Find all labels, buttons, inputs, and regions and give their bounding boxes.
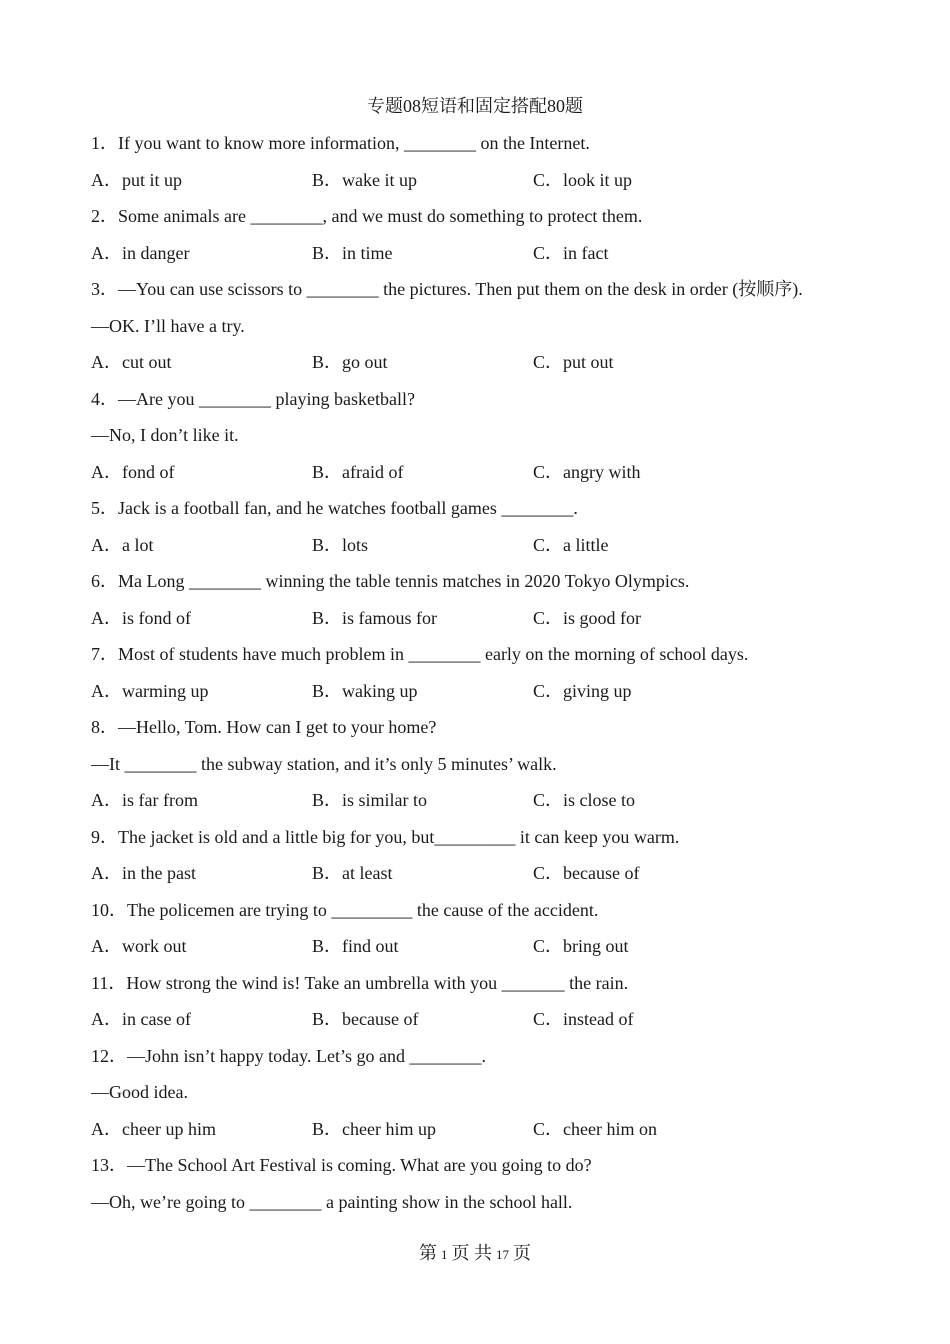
answer-option: B．waking up (312, 680, 418, 701)
answer-option: B．in time (312, 242, 393, 263)
answer-option: A．a lot (91, 534, 154, 555)
answer-option: B．because of (312, 1009, 419, 1029)
answer-option: A．in case of (91, 1009, 191, 1029)
dialogue-line: —No, I don’t like it. (91, 425, 239, 445)
question-text: 12．—John isn’t happy today. Let’s go and ________. (91, 1045, 486, 1066)
answer-option: B．cheer him up (312, 1118, 436, 1139)
answer-option: B．afraid of (312, 461, 404, 482)
answer-option: A．work out (91, 936, 187, 956)
dialogue-line: —It ________ the subway station, and it’s only 5 minutes’ walk. (91, 753, 557, 774)
dialogue-line: —Oh, we’re going to ________ a painting show in the school hall. (91, 1191, 573, 1212)
answer-option: B．find out (312, 936, 399, 956)
page-number: 1 (441, 1247, 448, 1262)
footer-suffix: 页 (513, 1243, 531, 1263)
question-text: 6．Ma Long ________ winning the table tennis matches in 2020 Tokyo Olympics. (91, 571, 690, 591)
answer-option: A．put it up (91, 169, 183, 190)
answer-option: B．lots (312, 534, 369, 555)
answer-option: C．because of (533, 863, 640, 883)
footer-prefix: 第 (419, 1243, 437, 1263)
page-title: 专题08短语和固定搭配80题 (367, 96, 583, 116)
answer-option: B．is famous for (312, 607, 437, 628)
question-text: 11．How strong the wind is! Take an umbrella with you _______ the rain. (91, 972, 629, 993)
answer-option: C．instead of (533, 1009, 634, 1029)
answer-option: A．cut out (91, 352, 172, 372)
question-text: 10．The policemen are trying to _________ the cause of the accident. (91, 899, 599, 920)
total-pages: 17 (496, 1247, 509, 1262)
footer-middle: 页 共 (451, 1243, 492, 1263)
answer-option: C．cheer him on (533, 1118, 657, 1139)
answer-option: B．go out (312, 352, 388, 372)
answer-option: B．is similar to (312, 790, 428, 810)
answer-option: B．at least (312, 863, 393, 883)
dialogue-line: —Good idea. (91, 1082, 188, 1102)
answer-option: C．is good for (533, 607, 641, 628)
answer-option: C．giving up (533, 680, 632, 701)
answer-option: C．a little (533, 534, 609, 555)
answer-option: A．cheer up him (91, 1118, 216, 1139)
answer-option: A．in danger (91, 242, 190, 263)
question-text: 9．The jacket is old and a little big for you, but_________ it can keep you warm. (91, 826, 680, 847)
question-text: 1．If you want to know more information, ________ on the Internet. (91, 133, 590, 153)
answer-option: C．bring out (533, 936, 629, 956)
answer-option: C．is close to (533, 790, 635, 810)
answer-option: A．is fond of (91, 607, 191, 628)
question-text: 8．—Hello, Tom. How can I get to your home? (91, 717, 437, 737)
answer-option: A．in the past (91, 863, 196, 883)
answer-option: C．put out (533, 352, 614, 372)
question-text: 5．Jack is a football fan, and he watches football games ________. (91, 498, 578, 518)
answer-option: C．look it up (533, 169, 633, 190)
answer-option: C．in fact (533, 242, 609, 263)
answer-option: C．angry with (533, 461, 641, 482)
question-text: 13．—The School Art Festival is coming. What are you going to do? (91, 1155, 592, 1175)
question-text: 3．—You can use scissors to ________ the pictures. Then put them on the desk in order (按顺序). (91, 279, 803, 299)
answer-option: B．wake it up (312, 169, 417, 190)
answer-option: A．fond of (91, 461, 175, 482)
page-footer (0, 1240, 950, 1268)
answer-option: A．warming up (91, 680, 209, 701)
dialogue-line: —OK. I’ll have a try. (91, 315, 245, 336)
answer-option: A．is far from (91, 790, 198, 810)
question-text: 7．Most of students have much problem in ________ early on the morning of school days. (91, 644, 749, 664)
question-text: 2．Some animals are ________, and we must do something to protect them. (91, 206, 643, 226)
question-text: 4．—Are you ________ playing basketball? (91, 388, 415, 409)
